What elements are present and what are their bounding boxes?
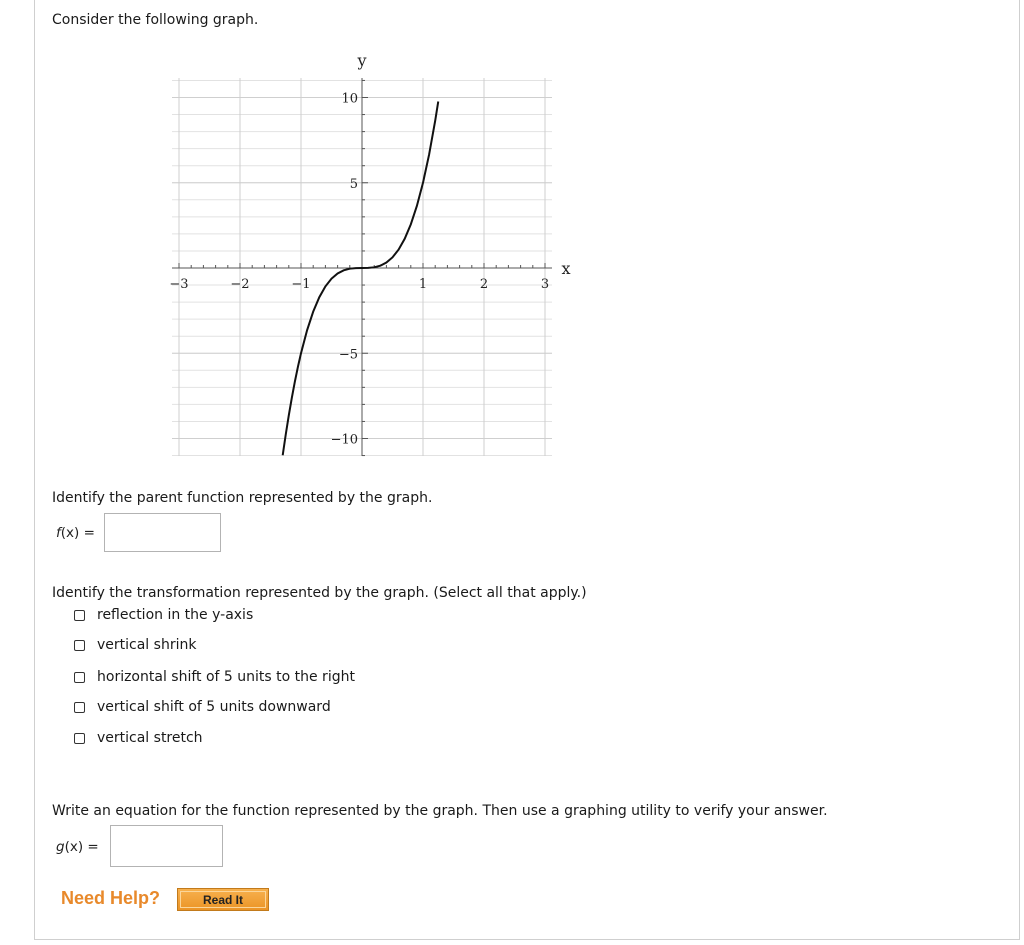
option-label: horizontal shift of 5 units to the right: [97, 669, 355, 685]
option-label: vertical shift of 5 units downward: [97, 699, 331, 715]
x-tick-label: 1: [418, 277, 428, 292]
checkbox[interactable]: [74, 672, 85, 683]
option-label: vertical shrink: [97, 637, 197, 653]
q1-prompt: Identify the parent function represented by the graph.: [52, 490, 433, 506]
graph: [160, 50, 580, 460]
q3-prompt: Write an equation for the function represented by the graph. Then use a graphing utility to verify your answer.: [52, 803, 828, 819]
g-of-x-answer-input[interactable]: [110, 825, 223, 867]
option-label: reflection in the y-axis: [97, 607, 254, 623]
read-it-label: Read It: [180, 891, 266, 908]
f-of-x-answer-input[interactable]: [104, 513, 221, 552]
q2-prompt: Identify the transformation represented by the graph. (Select all that apply.): [52, 585, 587, 601]
need-help-label: Need Help?: [61, 888, 161, 908]
option-reflection-y-axis[interactable]: [74, 605, 253, 625]
y-tick-label: −10: [330, 432, 358, 448]
x-tick-label: −3: [169, 277, 189, 292]
y-axis-label: y: [357, 51, 367, 70]
y-tick-label: 5: [349, 176, 358, 192]
x-tick-label: 3: [540, 277, 550, 292]
option-horizontal-shift-right[interactable]: [74, 667, 355, 687]
checkbox[interactable]: [74, 610, 85, 621]
x-axis-label: x: [561, 259, 571, 278]
y-tick-label: 10: [341, 91, 358, 107]
x-tick-label: −1: [291, 277, 311, 292]
checkbox[interactable]: [74, 733, 85, 744]
intro-text: Consider the following graph.: [52, 12, 259, 28]
y-tick-label: −5: [338, 347, 358, 363]
read-it-button[interactable]: [177, 888, 269, 911]
option-label: vertical stretch: [97, 730, 203, 746]
f-of-x-label: f(x) =: [56, 525, 95, 541]
tick-labels: [169, 92, 549, 448]
option-vertical-shift-down[interactable]: [74, 697, 331, 717]
checkbox[interactable]: [74, 640, 85, 651]
checkbox[interactable]: [74, 702, 85, 713]
x-tick-label: −2: [230, 277, 250, 292]
g-of-x-label: g(x) =: [56, 839, 99, 855]
option-vertical-shrink[interactable]: [74, 635, 196, 655]
x-tick-label: 2: [479, 277, 489, 292]
option-vertical-stretch[interactable]: [74, 728, 203, 748]
